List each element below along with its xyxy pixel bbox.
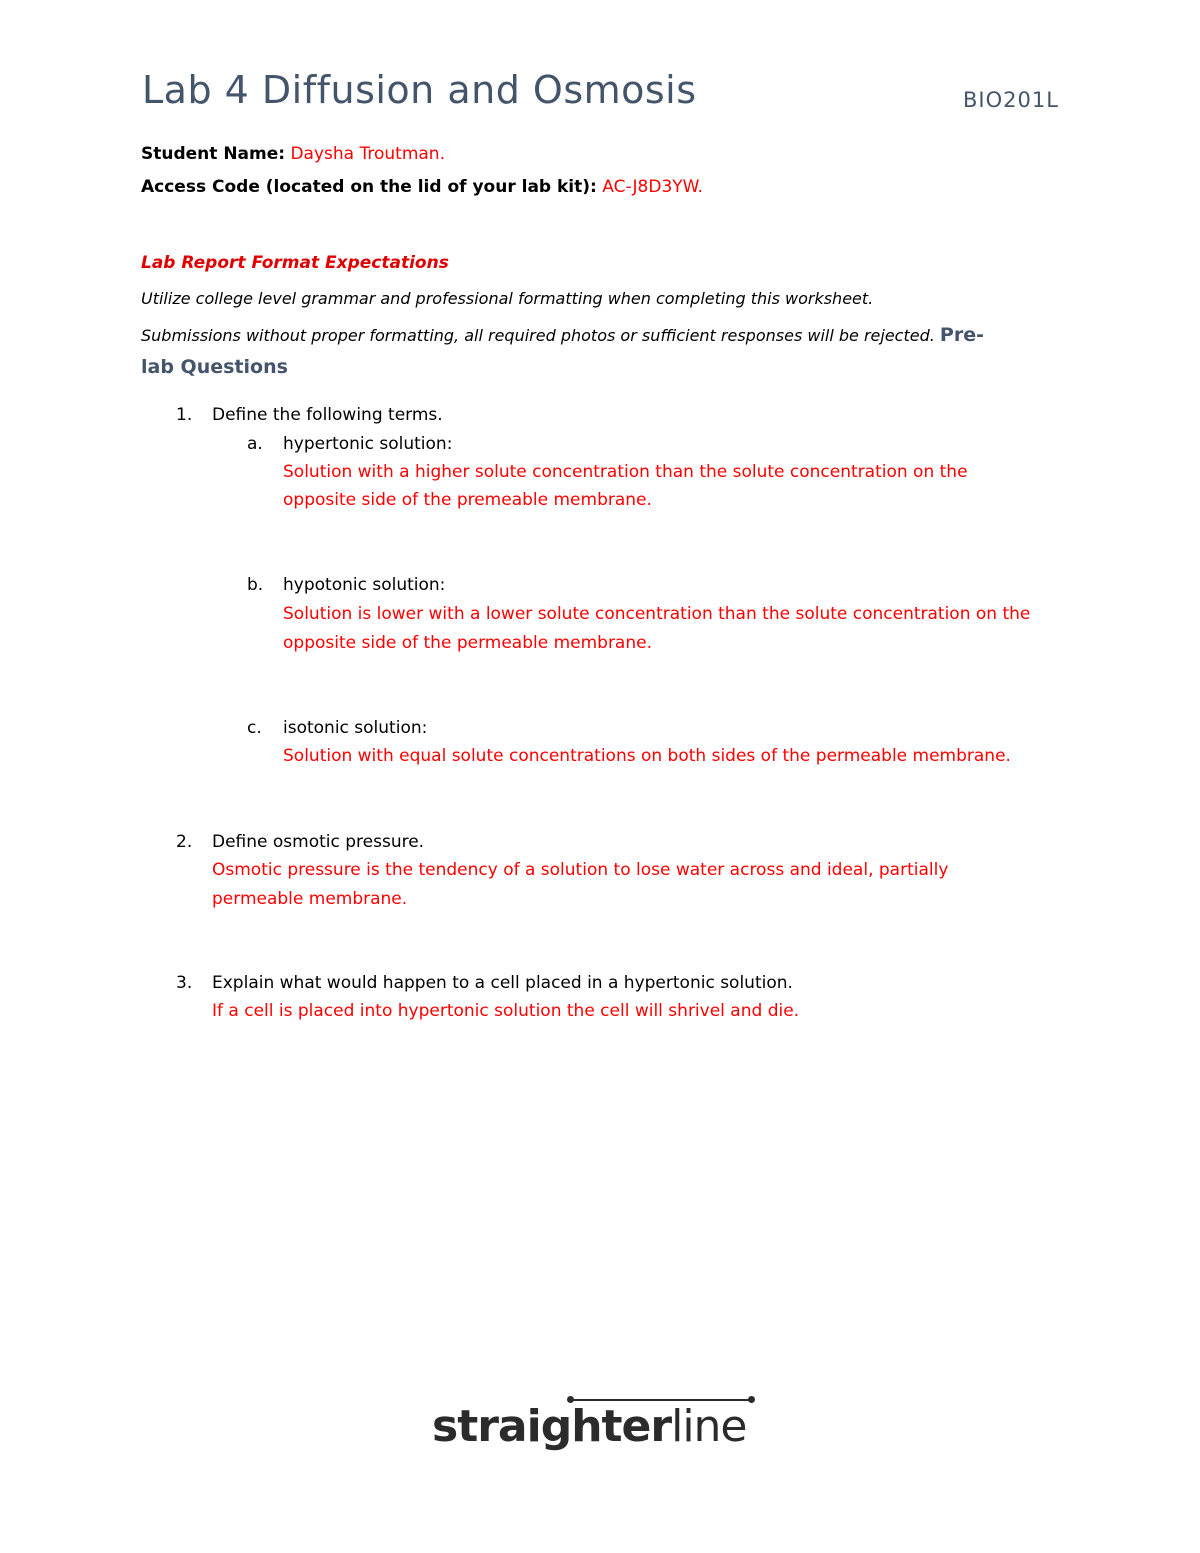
question-1c-answer-line-1: Solution with equal solute concentrations on both sides of the permeable membrane.: [283, 746, 1011, 766]
access-code-line: [141, 177, 703, 197]
logo-light-text: line: [671, 1401, 747, 1452]
access-code-value: AC-J8D3YW.: [602, 177, 703, 197]
logo-wordmark: [432, 1401, 747, 1452]
question-1a-letter: a.: [247, 434, 263, 454]
question-1a-answer-line-1: Solution with a higher solute concentration than the solute concentration on the: [283, 462, 968, 482]
question-1a-term: hypertonic solution:: [283, 434, 453, 454]
question-1-text: Define the following terms.: [212, 405, 443, 425]
format-expectations-heading: Lab Report Format Expectations: [141, 253, 449, 273]
question-1c-term: isotonic solution:: [283, 718, 428, 738]
logo-dot-right: [748, 1396, 755, 1403]
question-3-text: Explain what would happen to a cell placed in a hypertonic solution.: [212, 973, 793, 993]
expectations-line-2: [141, 324, 984, 346]
question-1b-answer-line-1: Solution is lower with a lower solute concentration than the solute concentration on the: [283, 604, 1031, 624]
prelab-heading-part2: lab Questions: [141, 356, 288, 378]
expectations-line-1: Utilize college level grammar and professional formatting when completing this worksheet.: [141, 289, 874, 308]
student-name-label: Student Name:: [141, 144, 286, 164]
access-code-label: Access Code (located on the lid of your lab kit):: [141, 177, 597, 197]
prelab-heading-part1: Pre-: [939, 324, 984, 346]
question-1b-letter: b.: [247, 575, 264, 595]
course-code: BIO201L: [963, 88, 1059, 112]
question-2-number: 2.: [176, 832, 193, 852]
question-1c-letter: c.: [247, 718, 262, 738]
question-2-answer-line-2: permeable membrane.: [212, 889, 408, 909]
question-2-answer-line-1: Osmotic pressure is the tendency of a solution to lose water across and ideal, partially: [212, 860, 949, 880]
logo-bold-text: straighter: [432, 1401, 672, 1452]
student-name-value: Daysha Troutman.: [290, 144, 445, 164]
straighterline-logo: [432, 1395, 762, 1465]
question-1-number: 1.: [176, 405, 193, 425]
document-title: Lab 4 Diffusion and Osmosis: [142, 68, 697, 112]
question-1b-answer-line-2: opposite side of the permeable membrane.: [283, 633, 652, 653]
question-2-text: Define osmotic pressure.: [212, 832, 425, 852]
question-1b-term: hypotonic solution:: [283, 575, 446, 595]
expectations-line-2-text: Submissions without proper formatting, all required photos or sufficient responses will be rejected.: [141, 326, 935, 345]
question-3-answer-line-1: If a cell is placed into hypertonic solution the cell will shrivel and die.: [212, 1001, 800, 1021]
student-name-line: [141, 144, 445, 164]
question-1a-answer-line-2: opposite side of the premeable membrane.: [283, 490, 652, 510]
question-3-number: 3.: [176, 973, 193, 993]
